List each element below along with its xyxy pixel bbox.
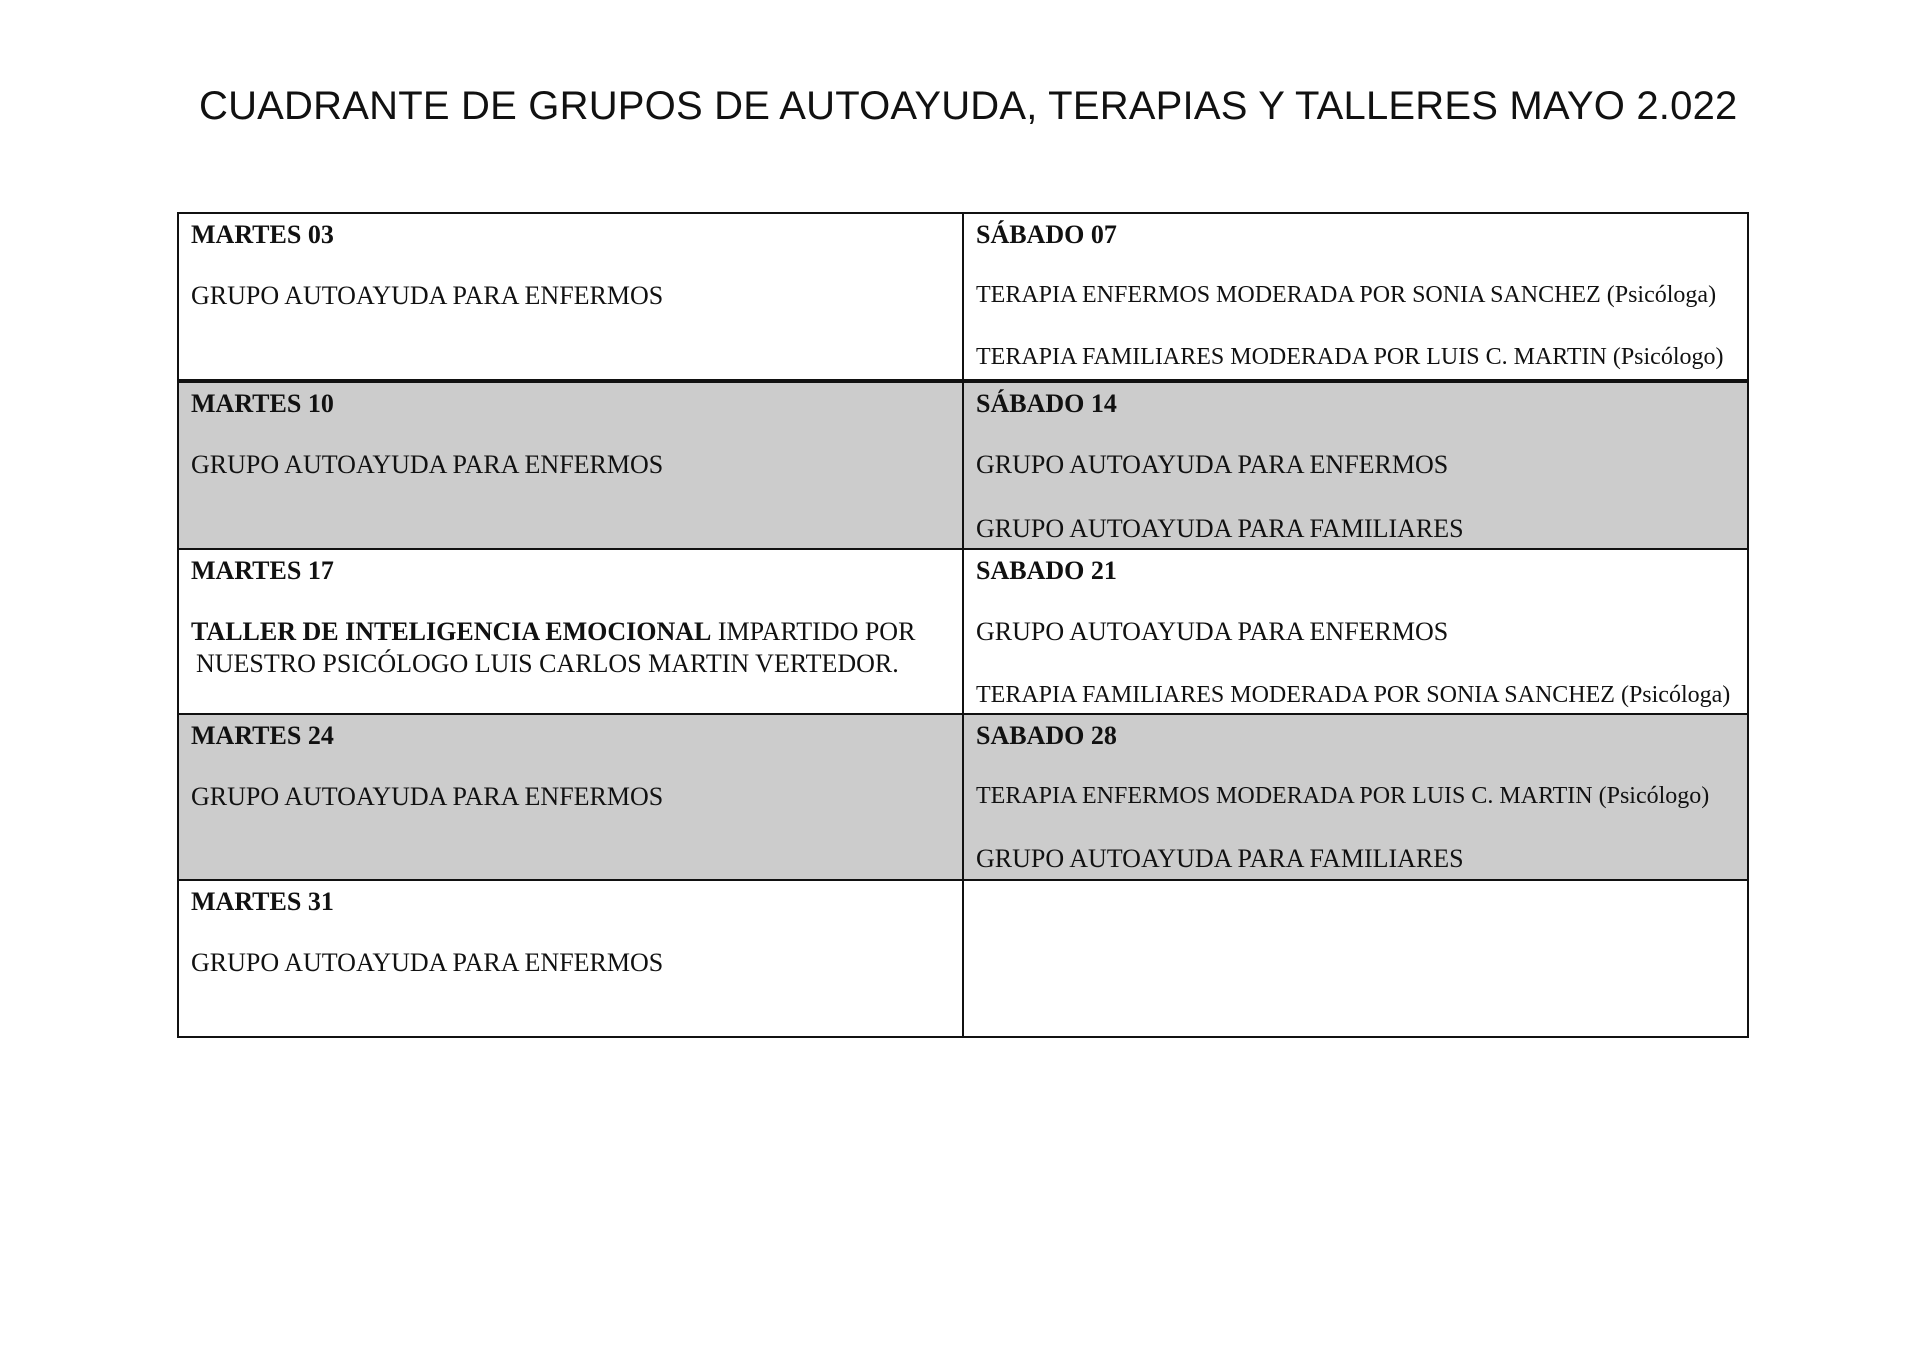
activity-entry: GRUPO AUTOAYUDA PARA ENFERMOS	[191, 782, 664, 811]
day-heading: SÁBADO 14	[976, 389, 1117, 418]
table-row	[178, 880, 1748, 1037]
workshop-description: IMPARTIDO POR NUESTRO PSICÓLOGO LUIS CARLOS MARTIN VERTEDOR.	[196, 617, 916, 678]
page-title: CUADRANTE DE GRUPOS DE AUTOAYUDA, TERAPIAS Y TALLERES MAYO 2.022	[199, 84, 1738, 128]
schedule-table	[177, 212, 1749, 1038]
table-row	[178, 714, 1748, 880]
activity-entry: GRUPO AUTOAYUDA PARA FAMILIARES	[976, 844, 1464, 873]
day-heading: MARTES 03	[191, 220, 334, 249]
schedule-cell-sabado-28	[963, 714, 1748, 880]
activity-entry: TERAPIA ENFERMOS MODERADA POR SONIA SANCHEZ (Psicóloga)	[976, 282, 1717, 308]
workshop-entry	[191, 616, 950, 680]
table-row	[178, 213, 1748, 381]
day-heading: SABADO 21	[976, 556, 1117, 585]
day-heading: MARTES 17	[191, 556, 334, 585]
table-row	[178, 549, 1748, 714]
activity-entry: GRUPO AUTOAYUDA PARA FAMILIARES	[976, 514, 1464, 543]
schedule-cell-martes-10	[178, 381, 963, 549]
activity-entry: TERAPIA FAMILIARES MODERADA POR SONIA SANCHEZ (Psicóloga)	[976, 682, 1731, 708]
schedule-cell-martes-24	[178, 714, 963, 880]
day-heading: SABADO 28	[976, 721, 1117, 750]
schedule-cell-sabado-07	[963, 213, 1748, 381]
schedule-cell-martes-31	[178, 880, 963, 1037]
activity-entry: GRUPO AUTOAYUDA PARA ENFERMOS	[191, 450, 664, 479]
day-heading: MARTES 24	[191, 721, 334, 750]
day-heading: MARTES 10	[191, 389, 334, 418]
activity-entry: GRUPO AUTOAYUDA PARA ENFERMOS	[191, 948, 664, 977]
day-heading: SÁBADO 07	[976, 220, 1117, 249]
activity-entry: TERAPIA FAMILIARES MODERADA POR LUIS C. MARTIN (Psicólogo)	[976, 344, 1724, 370]
activity-entry: GRUPO AUTOAYUDA PARA ENFERMOS	[976, 617, 1449, 646]
activity-entry: GRUPO AUTOAYUDA PARA ENFERMOS	[191, 281, 664, 310]
schedule-cell-sabado-14	[963, 381, 1748, 549]
schedule-cell-sabado-21	[963, 549, 1748, 714]
activity-entry: TERAPIA ENFERMOS MODERADA POR LUIS C. MARTIN (Psicólogo)	[976, 783, 1710, 809]
table-row	[178, 381, 1748, 549]
schedule-cell-martes-03	[178, 213, 963, 381]
activity-entry: GRUPO AUTOAYUDA PARA ENFERMOS	[976, 450, 1449, 479]
schedule-cell-empty	[963, 880, 1748, 1037]
schedule-cell-martes-17	[178, 549, 963, 714]
workshop-title: TALLER DE INTELIGENCIA EMOCIONAL	[191, 617, 712, 646]
day-heading: MARTES 31	[191, 887, 334, 916]
